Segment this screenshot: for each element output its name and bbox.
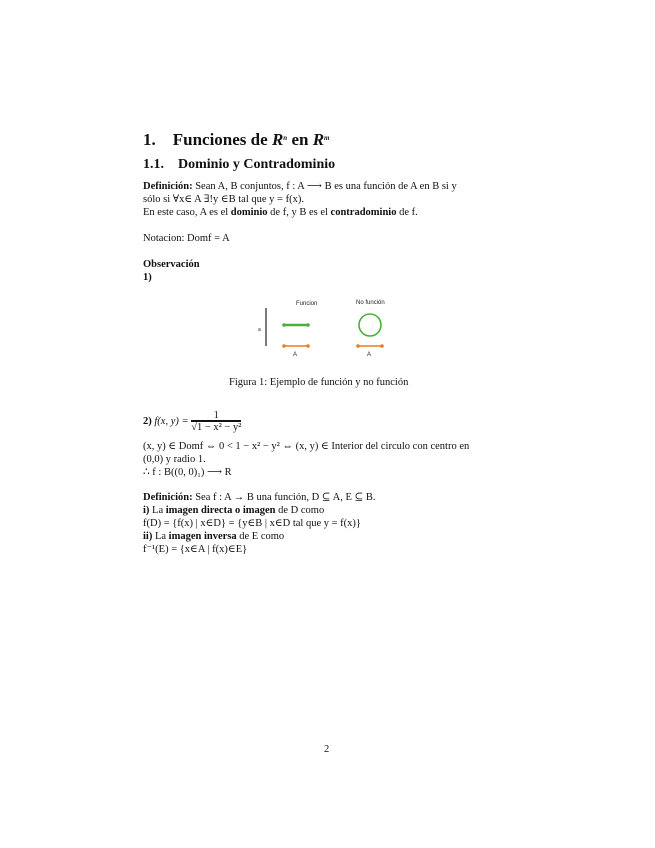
definition-2-item-ii: ii) La imagen inversa de E como [143, 531, 285, 542]
definition-2-formula-i: f(D) = {f(x) | x∈D} = {y∈B | x∈D tal que y = f(x)} [143, 518, 361, 529]
definition-1-line-3: En este caso, A es el dominio de f, y B es el contradominio de f. [143, 207, 418, 218]
orange-point-1-right [306, 344, 310, 348]
fraction: $\frac{1}{\text{√1 − x² − y²}}$ [191, 410, 242, 433]
orange-point-2-left [356, 344, 360, 348]
definition-2-line-1: Definición: Sea f : A → B una función, D ⊆ A, E ⊆ B. [143, 492, 376, 503]
item-2-line-2: (x, y) ∈ Domf ⇔ 0 < 1 − x² − y² ⇔ (x, y) ∈ Interior del circulo con centro en [143, 441, 470, 452]
observation-title: Observación [143, 259, 200, 270]
funcion-label: Funcion [296, 301, 318, 307]
subsection-title: 1.1. Dominio y Contradominio [143, 157, 336, 172]
no-funcion-label: No función [356, 300, 385, 306]
orange-point-1-left [282, 344, 286, 348]
green-circle [359, 314, 381, 336]
green-point-left [282, 323, 286, 327]
item-2-line-3: (0,0) y radio 1. [143, 454, 206, 465]
item-2-formula: 2) f(x, y) = $\frac{1}{\text{√1 − x² − y²}}$ [143, 410, 242, 433]
orange-point-2-right [380, 344, 384, 348]
figure-caption: Figura 1: Ejemplo de función y no función [229, 377, 409, 388]
domain-label-a1: A [293, 352, 298, 358]
definition-2-item-i: i) La imagen directa o imagen de D como [143, 505, 325, 516]
section-title: 1. Funciones de $R^n$ en $R^m$ [143, 130, 330, 149]
definition-1-line-2: sólo si ∀x∈ A ∃!y ∈B tal que y = f(x). [143, 194, 304, 205]
figure-function-diagram [250, 292, 400, 362]
notation: Notacion: Domf = A [143, 233, 230, 244]
axis-small-label: a [258, 327, 261, 333]
definition-1-line-1: Definición: Sean A, B conjuntos, f : A ⟶ B es una función de A en B si y [143, 181, 457, 192]
green-point-right [306, 323, 310, 327]
item-2-line-4: ∴ f : B((0, 0)₁) ⟶ R [143, 467, 232, 478]
page-number: 2 [324, 744, 330, 755]
definition-2-formula-ii: f⁻¹(E) = {x∈A | f(x)∈E} [143, 544, 248, 555]
domain-label-a2: A [367, 352, 372, 358]
observation-item-1: 1) [143, 272, 152, 283]
